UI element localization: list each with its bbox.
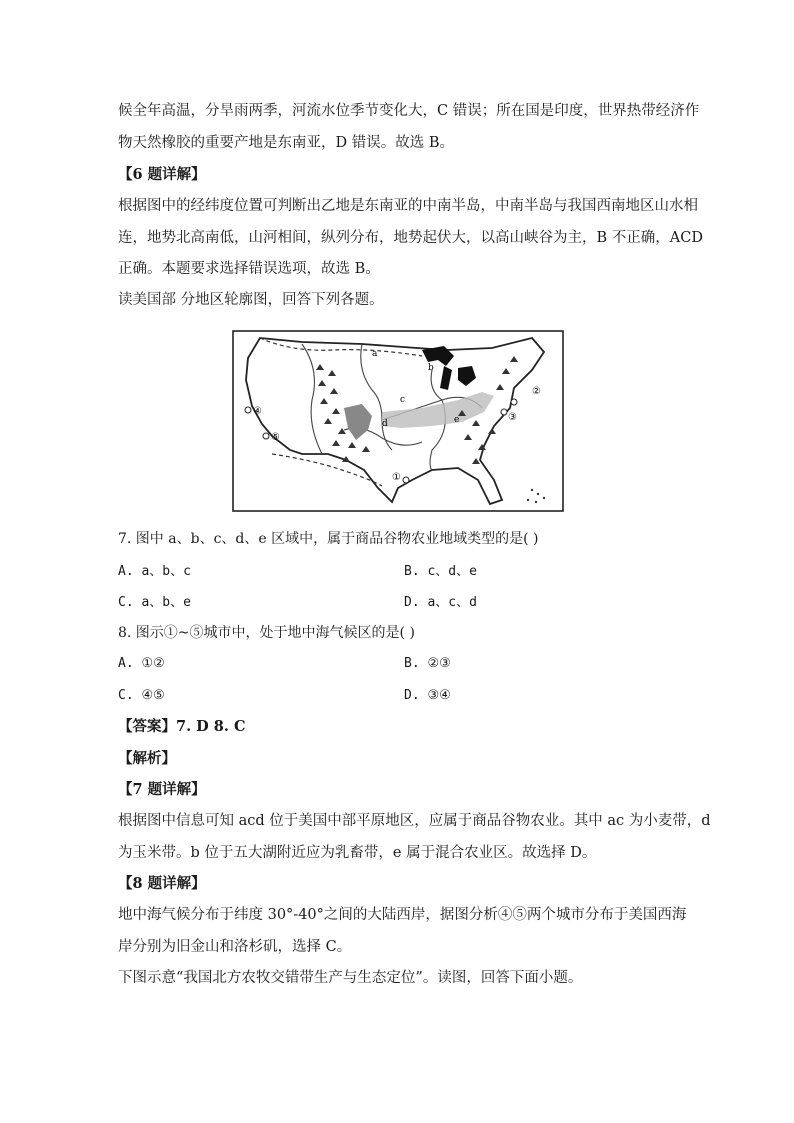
- text-line: 候全年高温，分旱雨两季，河流水位季节变化大，C 错误；所在国是印度，世界热带经济作: [118, 103, 700, 119]
- text-line: 岸分别为旧金山和洛杉矶，选择 C。: [118, 939, 352, 955]
- answer-line: 【答案】7. D 8. C: [118, 718, 246, 735]
- text-line: 根据图中信息可知 acd 位于美国中部平原地区，应属于商品谷物农业。其中 ac 为小麦带，d: [118, 813, 711, 829]
- city-label-1: ①: [392, 472, 401, 483]
- option-8a: A. ①②: [118, 656, 165, 671]
- question-7-stem: 7. 图中 a、b、c、d、e 区域中，属于商品谷物农业地域类型的是( ): [118, 531, 539, 547]
- text-line: 地中海气候分布于纬度 30°-40°之间的大陆西岸，据图分析④⑤两个城市分布于美国西海: [118, 907, 687, 923]
- city-label-4: ④: [253, 406, 262, 417]
- label-d: d: [382, 419, 388, 429]
- city-label-3: ③: [508, 412, 517, 423]
- text-line: 读美国部 分地区轮廓图，回答下列各题。: [118, 292, 384, 308]
- city-marker: [403, 477, 409, 483]
- label-a: a: [372, 349, 378, 359]
- option-8d: D. ③④: [404, 688, 451, 703]
- city-marker: [501, 409, 507, 415]
- analysis-heading: 【解析】: [118, 750, 176, 767]
- section-heading: 【7 题详解】: [118, 781, 206, 798]
- option-7d: D. a、c、d: [404, 595, 477, 610]
- city-marker: [245, 407, 251, 413]
- section-heading: 【8 题详解】: [118, 875, 206, 892]
- option-8b: B. ②③: [404, 656, 451, 671]
- option-8c: C. ④⑤: [118, 688, 165, 703]
- us-region-map: [232, 330, 564, 512]
- city-label-5: ⑤: [271, 432, 280, 443]
- label-c: c: [400, 395, 406, 405]
- city-label-2: ②: [532, 386, 541, 397]
- city-marker: [511, 399, 517, 405]
- option-7b: B. c、d、e: [404, 564, 477, 579]
- text-line: 物天然橡胶的重要产地是东南亚，D 错误。故选 B。: [118, 135, 454, 151]
- option-7a: A. a、b、c: [118, 564, 191, 579]
- text-line: 为玉米带。b 位于五大湖附近应为乳畜带，e 属于混合农业区。故选择 D。: [118, 845, 597, 861]
- label-b: b: [428, 363, 434, 373]
- text-line: 根据图中的经纬度位置可判断出乙地是东南亚的中南半岛，中南半岛与我国西南地区山水相: [118, 198, 698, 214]
- city-marker: [263, 433, 269, 439]
- text-line: 连，地势北高南低，山河相间，纵列分布，地势起伏大，以高山峡谷为主，B 不正确，ACD: [118, 230, 703, 246]
- text-line: 正确。本题要求选择错误选项，故选 B。: [118, 261, 380, 277]
- question-8-stem: 8. 图示①~⑤城市中，处于地中海气候区的是( ): [118, 625, 415, 641]
- section-heading: 【6 题详解】: [118, 166, 206, 183]
- text-line: 下图示意“我国北方农牧交错带生产与生态定位”。读图，回答下面小题。: [118, 970, 583, 986]
- label-e: e: [454, 415, 460, 425]
- option-7c: C. a、b、e: [118, 595, 191, 610]
